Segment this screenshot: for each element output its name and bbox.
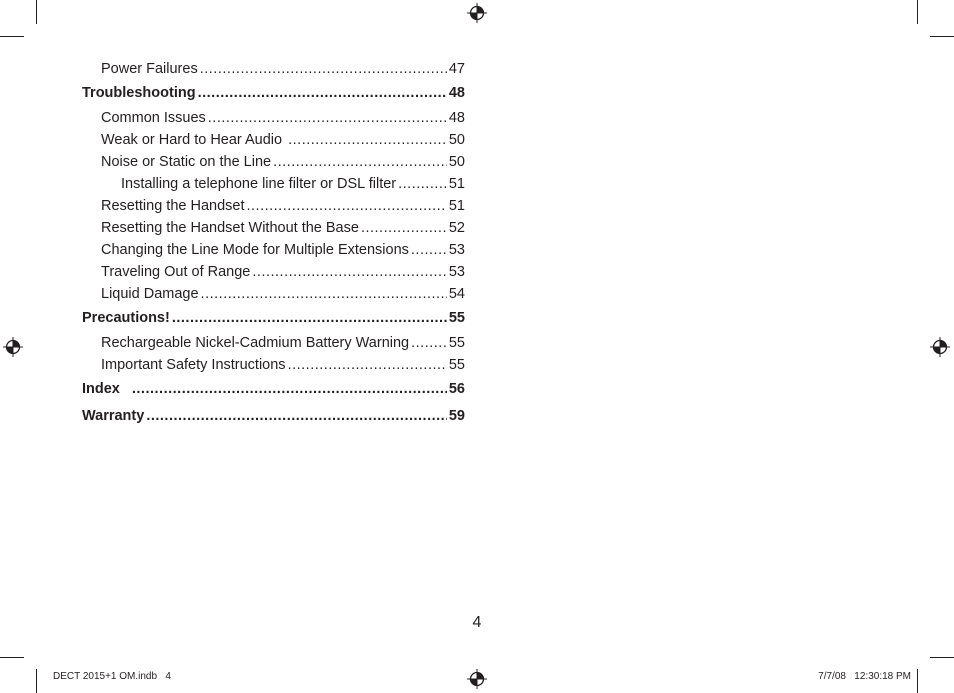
toc-entry-title: Changing the Line Mode for Multiple Extensions [101, 242, 409, 258]
toc-entry-title: Resetting the Handset [101, 198, 245, 214]
registration-mark-icon [467, 3, 487, 23]
toc-entry[interactable] [82, 239, 465, 261]
toc-section-title: Precautions! [82, 310, 170, 326]
table-of-contents [82, 58, 465, 430]
toc-entry-page: 48 [448, 110, 465, 126]
toc-leader-dots [198, 80, 447, 107]
toc-subentry[interactable] [82, 173, 465, 195]
registration-mark-icon [3, 337, 23, 357]
toc-entry-page: 47 [448, 61, 465, 77]
toc-section-page: 48 [448, 85, 465, 101]
toc-entry[interactable] [82, 354, 465, 376]
page-number: 4 [472, 614, 482, 631]
toc-entry-page: 55 [448, 357, 465, 373]
toc-entry[interactable] [82, 217, 465, 239]
toc-entry-title: Noise or Static on the Line [101, 154, 272, 170]
footer-timestamp: 7/7/08 12:30:18 PM [818, 671, 911, 682]
toc-entry[interactable] [82, 58, 465, 80]
toc-leader-dots [288, 129, 447, 151]
toc-leader-dots [398, 173, 447, 195]
toc-leader-dots [208, 107, 447, 129]
toc-section-title: Index [82, 381, 120, 397]
toc-entry-title: Common Issues [101, 110, 206, 126]
toc-section-title: Troubleshooting [82, 85, 196, 101]
toc-entry-title: Important Safety Instructions [101, 357, 286, 373]
toc-entry[interactable] [82, 261, 465, 283]
toc-section-page: 56 [448, 381, 465, 397]
crop-mark-bottom-right-vertical [917, 669, 918, 693]
toc-entry-title: Rechargeable Nickel-Cadmium Battery Warning [101, 335, 410, 351]
crop-mark-bottom-left-vertical [36, 669, 37, 693]
toc-entry-page: 52 [448, 220, 465, 236]
toc-subentry-page: 51 [448, 176, 465, 192]
toc-entry-page: 50 [448, 132, 465, 148]
toc-section[interactable] [82, 305, 465, 332]
crop-mark-top-right-vertical [917, 0, 918, 24]
toc-entry-title: Weak or Hard to Hear Audio [101, 132, 287, 148]
toc-entry[interactable] [82, 129, 465, 151]
crop-mark-top-left-vertical [36, 0, 37, 24]
toc-leader-dots [273, 151, 447, 173]
crop-mark-bottom-right-horizontal [930, 657, 954, 658]
crop-mark-top-left-horizontal [0, 36, 24, 37]
toc-leader-dots [411, 239, 447, 261]
toc-entry-page: 50 [448, 154, 465, 170]
toc-section[interactable] [82, 403, 465, 430]
toc-leader-dots [361, 217, 447, 239]
toc-leader-dots [252, 261, 446, 283]
toc-leader-dots [132, 376, 447, 403]
crop-mark-top-right-horizontal [930, 36, 954, 37]
toc-subentry-title: Installing a telephone line filter or DSL filter [121, 176, 397, 192]
toc-leader-dots [200, 58, 447, 80]
toc-entry[interactable] [82, 332, 465, 354]
toc-section-page: 59 [448, 408, 465, 424]
toc-entry-title: Traveling Out of Range [101, 264, 251, 280]
toc-entry-page: 54 [448, 286, 465, 302]
toc-entry-title: Resetting the Handset Without the Base [101, 220, 359, 236]
toc-leader-dots [172, 305, 447, 332]
toc-leader-dots [146, 403, 447, 430]
toc-entry-title: Liquid Damage [101, 286, 199, 302]
toc-leader-dots [411, 332, 447, 354]
toc-entry-page: 51 [448, 198, 465, 214]
registration-mark-icon [930, 337, 950, 357]
registration-mark-icon [467, 669, 487, 689]
toc-section-page: 55 [448, 310, 465, 326]
toc-entry-page: 55 [448, 335, 465, 351]
toc-leader-dots [246, 195, 446, 217]
toc-section[interactable] [82, 376, 465, 403]
toc-leader-dots [201, 283, 447, 305]
crop-mark-bottom-left-horizontal [0, 657, 24, 658]
toc-leader-dots [288, 354, 447, 376]
footer-file-name: DECT 2015+1 OM.indb 4 [53, 671, 171, 682]
toc-entry[interactable] [82, 107, 465, 129]
toc-entry-title: Power Failures [101, 61, 198, 77]
toc-entry[interactable] [82, 283, 465, 305]
toc-entry[interactable] [82, 151, 465, 173]
toc-section-title: Warranty [82, 408, 145, 424]
toc-entry[interactable] [82, 195, 465, 217]
toc-entry-page: 53 [448, 242, 465, 258]
toc-entry-page: 53 [448, 264, 465, 280]
toc-section[interactable] [82, 80, 465, 107]
